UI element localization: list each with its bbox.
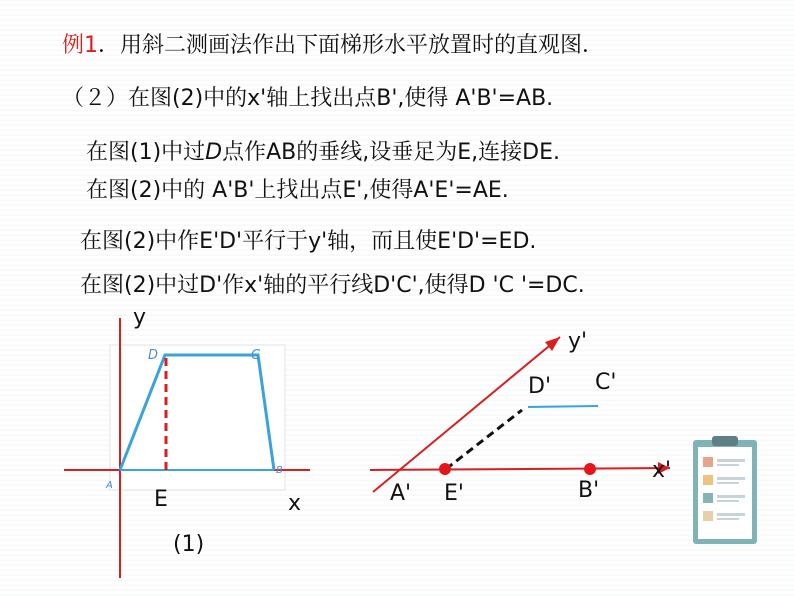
example-number: 例1 — [62, 33, 98, 58]
figure-1-y-label: y — [133, 305, 147, 330]
step-line-3: 在图(2)中作E'D'平行于y'轴，而且使E'D'=ED. — [80, 229, 537, 254]
step-line-4: 在图(2)中过D'作x'轴的平行线D'C',使得D 'C '=DC. — [80, 273, 585, 298]
figure-1-e-label: E — [154, 487, 168, 512]
figure-1-caption: (1) — [173, 532, 205, 557]
step-line-1-part-b: 点作AB的垂线,设垂足为E,连接DE. — [222, 140, 560, 165]
figure-1-point-a-small: A — [106, 480, 113, 491]
figure-1-point-b-small: B — [276, 465, 283, 476]
figure-2-y-label: y' — [568, 329, 588, 354]
figure-2-a-label: A' — [390, 481, 412, 506]
figure-2-c-label: C' — [595, 370, 617, 395]
figure-1-point-c-small: C — [251, 348, 261, 363]
figure-2-d-label: D' — [528, 374, 551, 399]
figure-2-b-label: B' — [578, 478, 600, 503]
example-statement: ．用斜二测画法作出下面梯形水平放置时的直观图． — [98, 33, 605, 58]
figure-1-x-label: x — [288, 491, 302, 516]
step-line-2: 在图(2)中的 A'B'上找出点E',使得A'E'=AE. — [86, 178, 509, 203]
step-line-1-point-d: D — [205, 140, 223, 165]
figure-2-x-label: x' — [652, 458, 672, 483]
step-2-heading: （２）在图(2)中的x'轴上找出点B',使得 A'B'=AB. — [62, 86, 554, 111]
figure-1-point-d-small: D — [148, 348, 159, 363]
step-line-1-part-a: 在图(1)中过 — [86, 140, 206, 165]
figure-2-e-label: E' — [444, 481, 464, 506]
